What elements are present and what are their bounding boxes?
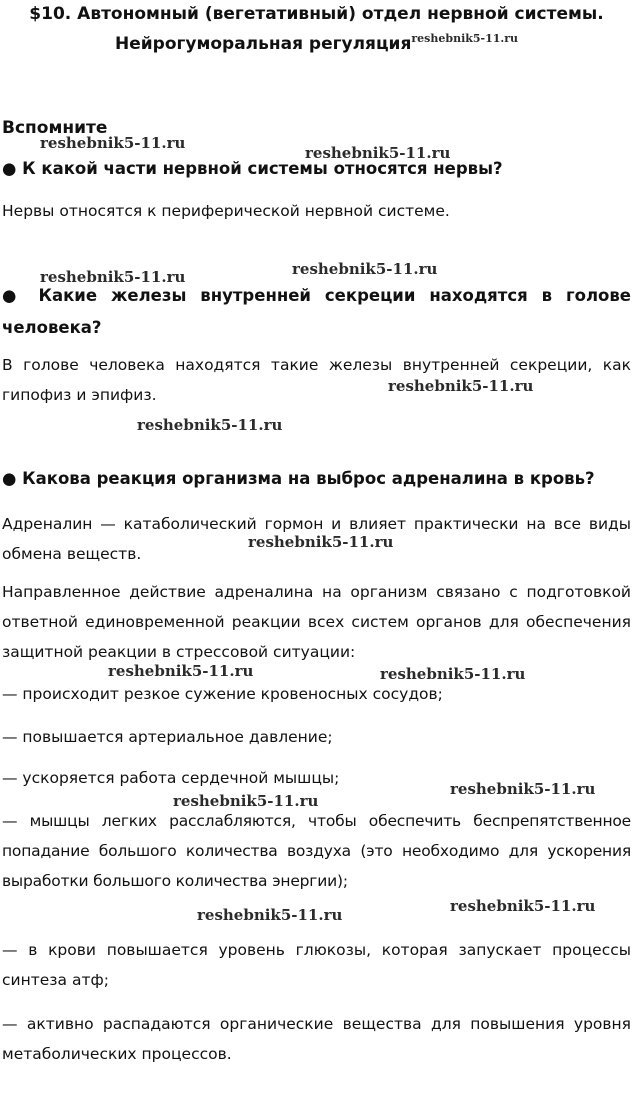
answer-1: Нервы относятся к периферической нервной системе. [2,202,450,220]
watermark: reshebnik5-11.ru [197,906,343,924]
list-item: — происходит резкое сужение кровеносных сосудов; [2,685,443,703]
watermark: reshebnik5-11.ru [248,533,394,551]
page-title: $10. Автономный (вегетативный) отдел нервной системы. [29,4,604,24]
watermark: reshebnik5-11.ru [450,780,596,798]
watermark: reshebnik5-11.ru [380,665,526,683]
list-item: — в крови повышается уровень глюкозы, которая запускает процессы синтеза атф; [2,941,631,989]
watermark: reshebnik5-11.ru [292,260,438,278]
list-item: — активно распадаются органические вещества для повышения уровня метаболических процессов. [2,1015,631,1063]
watermark: reshebnik5-11.ru [450,897,596,915]
watermark: reshebnik5-11.ru [173,792,319,810]
answer-2: В голове человека находятся такие железы внутренней секреции, как гипофиз и эпифиз. [2,356,631,404]
watermark: reshebnik5-11.ru [137,416,283,434]
watermark: reshebnik5-11.ru [388,377,534,395]
list-item: — мышцы легких расслабляются, чтобы обеспечить беспрепятственное попадание большого количества воздуха (это необходимо для ускорения выработки большого количества энергии); [2,812,631,890]
watermark: reshebnik5-11.ru [305,144,451,162]
watermark: reshebnik5-11.ru [40,268,186,286]
watermark: reshebnik5-11.ru [108,662,254,680]
watermark: reshebnik5-11.ru [40,134,186,152]
list-item: — повышается артериальное давление; [2,728,333,746]
list-item: — ускоряется работа сердечной мышцы; [2,769,340,787]
question-3: ● Какова реакция организма на выброс адреналина в кровь? [2,469,595,488]
question-1: ● К какой части нервной системы относятся нервы? [2,159,503,178]
page-subtitle-text: Нейрогуморальная регуляция [114,34,412,54]
answer-3-body: Направленное действие адреналина на организм связано с подготовкой ответной единовременной реакции всех систем органов для обеспечения защитной реакции в стрессовой ситуации: [2,583,631,661]
question-2: ● Какие железы внутренней секреции находятся в голове человека? [2,286,631,337]
page-subtitle [0,32,633,58]
answer-3-intro: Адреналин — катаболический гормон и влияет практически на все виды обмена веществ. [2,515,631,563]
watermark: reshebnik5-11.ru [411,32,519,45]
remember-heading: Вспомните [2,118,108,138]
